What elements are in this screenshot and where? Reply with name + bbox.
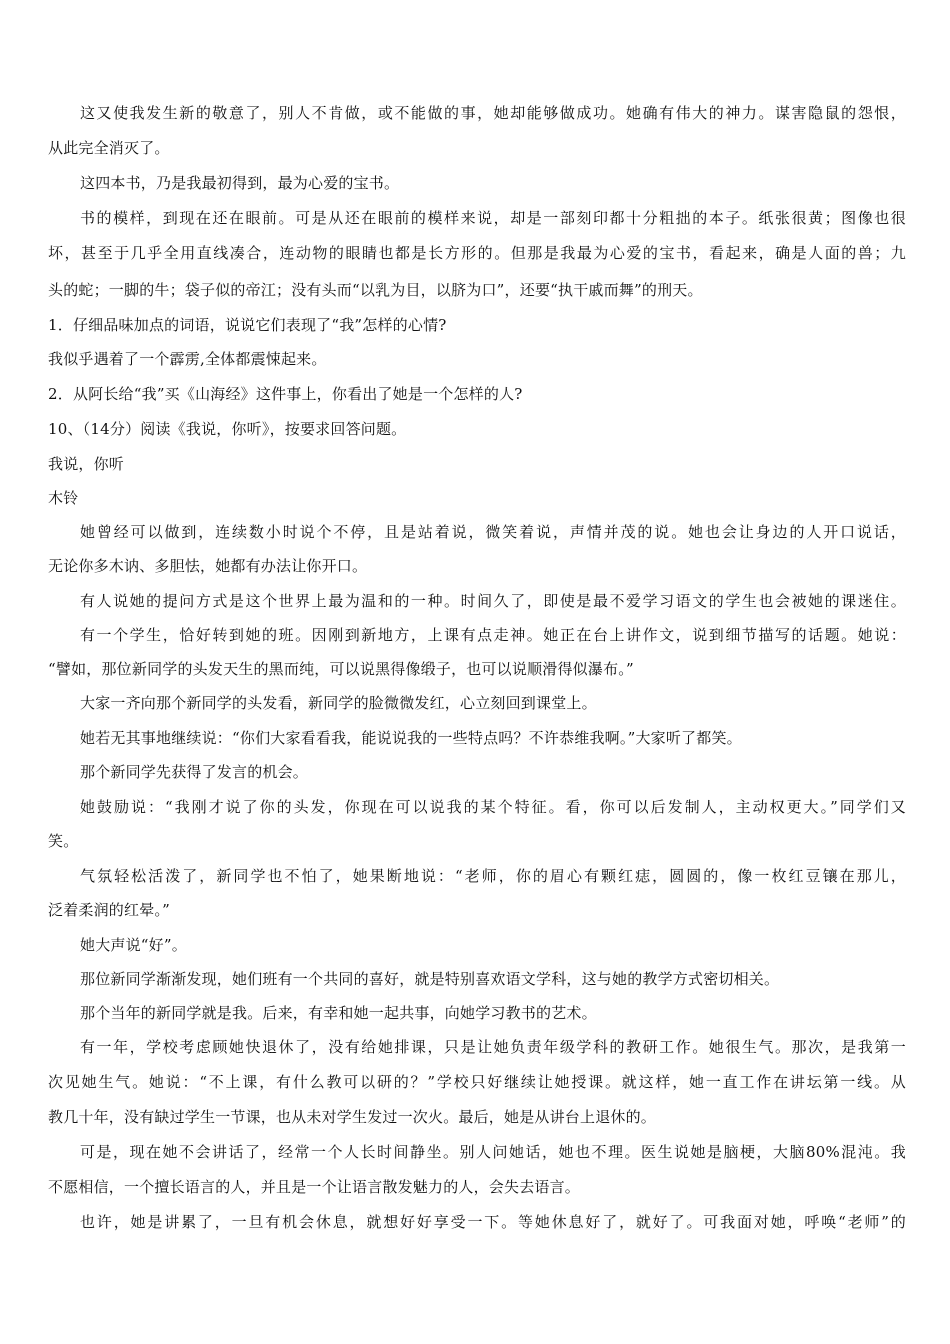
paragraph-line: 笑。	[48, 832, 79, 850]
paragraph-line: 她大声说“好”。	[80, 936, 187, 954]
paragraph-line: 有人说她的提问方式是这个世界上最为温和的一种。时间久了，即使是最不爱学习语文的学生也会被她的课迷住。	[80, 592, 906, 610]
paragraph-line: 可是，现在她不会讲话了，经常一个人长时间静坐。别人问她话，她也不理。医生说她是脑梗，大脑80%混沌。我	[80, 1143, 906, 1161]
paragraph-line: 有一个学生，恰好转到她的班。因刚到新地方，上课有点走神。她正在台上讲作文，说到细节描写的话题。她说：	[80, 626, 906, 644]
paragraph-line: 大家一齐向那个新同学的头发看，新同学的脸微微发红，心立刻回到课堂上。	[80, 694, 597, 712]
paragraph-line: 头的蛇；一脚的牛；袋子似的帝江；没有头而“以乳为目，以脐为口”，还要“执干戚而舞”的刑天。	[48, 281, 703, 299]
paragraph-line: 教几十年，没有缺过学生一节课，也从未对学生发过一次火。最后，她是从讲台上退休的。	[48, 1108, 657, 1126]
paragraph-line: 这又使我发生新的敬意了，别人不肯做，或不能做的事，她却能够做成功。她确有伟大的神力。谋害隐鼠的怨恨，	[80, 104, 906, 122]
paragraph-line: 她曾经可以做到，连续数小时说个不停，且是站着说，微笑着说，声情并茂的说。她也会让身边的人开口说话，	[80, 523, 906, 541]
question-line: 1．仔细品味加点的词语，说说它们表现了“我”怎样的心情?	[48, 316, 447, 334]
paragraph-line: 有一年，学校考虑顾她快退休了，没有给她排课，只是让她负责年级学科的教研工作。她很生气。那次，是我第一	[80, 1038, 906, 1056]
paragraph-line: 次见她生气。她说：“不上课，有什么教可以研的？”学校只好继续让她授课。就这样，她一直工作在讲坛第一线。从	[48, 1073, 906, 1091]
paragraph-line: 那位新同学渐渐发现，她们班有一个共同的喜好，就是特别喜欢语文学科，这与她的教学方式密切相关。	[80, 970, 780, 988]
paragraph-line: 不愿相信，一个擅长语言的人，并且是一个让语言散发魅力的人，会失去语言。	[48, 1178, 581, 1196]
article-title: 我说，你听	[48, 455, 125, 473]
article-author: 木铃	[48, 489, 79, 507]
quoted-sentence: 我似乎遇着了一个霹雳,全体都震悚起来。	[48, 350, 327, 368]
paragraph-line: 也许，她是讲累了，一旦有机会休息，就想好好享受一下。等她休息好了，就好了。可我面对她，呼唤“老师”的	[80, 1213, 906, 1231]
paragraph-line: 那个当年的新同学就是我。后来，有幸和她一起共事，向她学习教书的艺术。	[80, 1004, 597, 1022]
paragraph-line: 气氛轻松活泼了，新同学也不怕了，她果断地说：“老师，你的眉心有颗红痣，圆圆的，像一枚红豆镶在那儿，	[80, 867, 906, 885]
question-line: 2．从阿长给“我”买《山海经》这件事上，你看出了她是一个怎样的人?	[48, 385, 523, 403]
section-heading: 10、（14分）阅读《我说，你听》，按要求回答问题。	[48, 420, 407, 438]
paragraph-line: 书的模样，到现在还在眼前。可是从还在眼前的模样来说，却是一部刻印都十分粗拙的本子。纸张很黄；图像也很	[80, 209, 906, 227]
paragraph-line: 那个新同学先获得了发言的机会。	[80, 763, 309, 781]
paragraph-line: 她若无其事地继续说：“你们大家看看我，能说说我的一些特点吗？不许恭维我啊。”大家听了都笑。	[80, 729, 742, 747]
paragraph-line: 她鼓励说：“我刚才说了你的头发，你现在可以说我的某个特征。看，你可以后发制人，主动权更大。”同学们又	[80, 798, 906, 816]
paragraph-line: “譬如，那位新同学的头发天生的黑而纯，可以说黑得像缎子，也可以说顺滑得似瀑布。”	[48, 660, 634, 678]
paragraph-line: 从此完全消灭了。	[48, 139, 170, 157]
paragraph-line: 坏，甚至于几乎全用直线凑合，连动物的眼睛也都是长方形的。但那是我最为心爱的宝书，看起来，确是人面的兽；九	[48, 244, 906, 262]
paragraph-line: 无论你多木讷、多胆怯，她都有办法让你开口。	[48, 557, 368, 575]
paragraph-line: 泛着柔润的红晕。”	[48, 901, 170, 919]
paragraph-line: 这四本书，乃是我最初得到，最为心爱的宝书。	[80, 174, 400, 192]
